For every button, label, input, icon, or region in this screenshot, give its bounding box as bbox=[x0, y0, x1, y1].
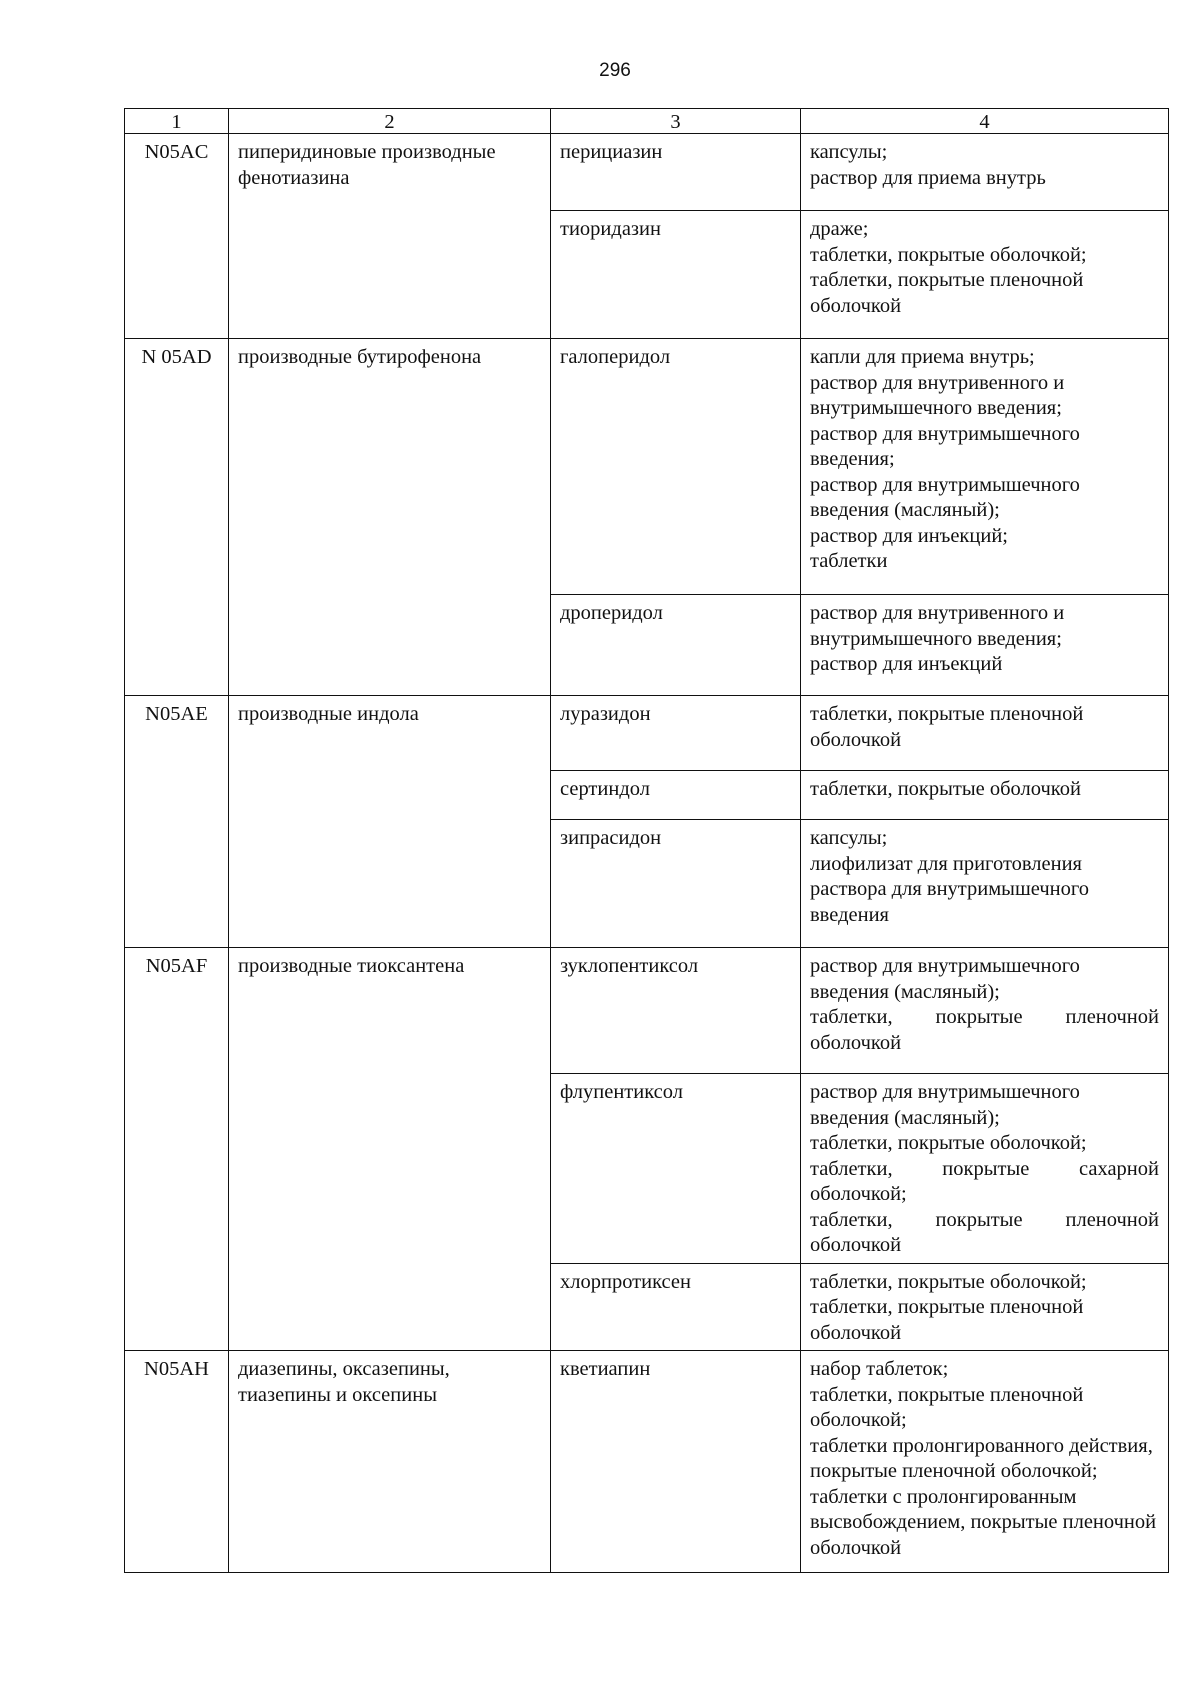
drug-name: дроперидол bbox=[551, 595, 801, 696]
table-row bbox=[125, 134, 1169, 211]
dosage-forms bbox=[801, 595, 1169, 696]
group-name: диазепины, оксазепины, тиазепины и оксепины bbox=[229, 1351, 551, 1573]
dosage-form-line: капли для приема внутрь; bbox=[810, 346, 1035, 368]
drug-name: тиоридазин bbox=[551, 211, 801, 339]
dosage-forms bbox=[801, 820, 1169, 948]
dosage-forms bbox=[801, 771, 1169, 820]
dosage-form-line: драже; bbox=[810, 218, 869, 240]
group-name: производные тиоксантена bbox=[229, 948, 551, 1351]
dosage-form-line: таблетки, покрытые пленочной оболочкой; bbox=[810, 1383, 1084, 1431]
dosage-form-line: раствор для внутримышечного введения (масляный); bbox=[810, 955, 1080, 1003]
dosage-forms bbox=[801, 1351, 1169, 1573]
column-header-4: 4 bbox=[801, 109, 1169, 134]
dosage-form-line: таблетки, покрытые пленочной оболочкой bbox=[810, 1208, 1159, 1256]
page-number: 296 bbox=[599, 60, 631, 81]
table-row bbox=[125, 948, 1169, 1074]
header-row bbox=[125, 109, 1169, 134]
drug-name: сертиндол bbox=[551, 771, 801, 820]
atc-code: N05AF bbox=[125, 948, 229, 1351]
dosage-form-line: раствор для внутривенного и внутримышечного введения; bbox=[810, 371, 1065, 419]
dosage-form-line: таблетки пролонгированного действия, bbox=[810, 1434, 1153, 1457]
drug-name: флупентиксол bbox=[551, 1074, 801, 1264]
dosage-form-line: раствор для внутримышечного введения (масляный); bbox=[810, 473, 1080, 521]
atc-code: N05AH bbox=[125, 1351, 229, 1573]
atc-code: N05AC bbox=[125, 134, 229, 339]
dosage-form-line: набор таблеток; bbox=[810, 1358, 949, 1380]
atc-code: N05AE bbox=[125, 696, 229, 948]
dosage-form-line: таблетки, покрытые пленочной оболочкой bbox=[810, 1296, 1084, 1344]
drug-name: зипрасидон bbox=[551, 820, 801, 948]
dosage-form-line: капсулы; bbox=[810, 141, 888, 163]
dosage-form-line: таблетки, покрытые оболочкой bbox=[810, 778, 1081, 800]
dosage-form-line: раствор для внутримышечного введения; bbox=[810, 422, 1080, 470]
dosage-form-line: раствор для приема внутрь bbox=[810, 166, 1046, 189]
drug-name: луразидон bbox=[551, 696, 801, 771]
dosage-form-line: раствор для внутривенного и внутримышечного введения; bbox=[810, 602, 1065, 650]
dosage-form-line: таблетки, покрытые оболочкой; bbox=[810, 1132, 1087, 1154]
dosage-form-line: капсулы; bbox=[810, 827, 888, 849]
dosage-forms bbox=[801, 948, 1169, 1074]
dosage-form-line: раствор для инъекций; bbox=[810, 524, 1008, 547]
table-row bbox=[125, 1351, 1169, 1573]
dosage-form-line: таблетки, покрытые оболочкой; bbox=[810, 1270, 1087, 1293]
group-name: производные бутирофенона bbox=[229, 339, 551, 696]
dosage-form-line: таблетки с пролонгированным высвобождением, покрытые пленочной оболочкой bbox=[810, 1485, 1157, 1559]
column-header-3: 3 bbox=[551, 109, 801, 134]
table-row bbox=[125, 696, 1169, 771]
atc-code: N 05AD bbox=[125, 339, 229, 696]
dosage-forms bbox=[801, 339, 1169, 595]
drug-name: кветиапин bbox=[551, 1351, 801, 1573]
dosage-form-line: таблетки, покрытые пленочной оболочкой bbox=[810, 1006, 1159, 1054]
medication-table bbox=[124, 108, 1169, 1573]
drug-name: галоперидол bbox=[551, 339, 801, 595]
dosage-form-line: покрытые пленочной оболочкой; bbox=[810, 1460, 1098, 1482]
dosage-form-line: лиофилизат для приготовления раствора для внутримышечного введения bbox=[810, 852, 1090, 926]
dosage-form-line: таблетки, покрытые оболочкой; bbox=[810, 243, 1087, 266]
dosage-form-line: таблетки, покрытые пленочной оболочкой bbox=[810, 703, 1084, 751]
table-row bbox=[125, 339, 1169, 595]
dosage-form-line: раствор для инъекций bbox=[810, 653, 1003, 675]
dosage-form-line: таблетки, покрытые сахарной оболочкой; bbox=[810, 1157, 1159, 1205]
drug-name: хлорпротиксен bbox=[551, 1263, 801, 1351]
group-name: пиперидиновые производные фенотиазина bbox=[229, 134, 551, 339]
dosage-form-line: таблетки, покрытые пленочной оболочкой bbox=[810, 269, 1084, 317]
dosage-form-line: раствор для внутримышечного введения (масляный); bbox=[810, 1081, 1080, 1129]
column-header-1: 1 bbox=[125, 109, 229, 134]
drug-name: перициазин bbox=[551, 134, 801, 211]
column-header-2: 2 bbox=[229, 109, 551, 134]
dosage-forms bbox=[801, 1263, 1169, 1351]
dosage-forms bbox=[801, 134, 1169, 211]
dosage-forms bbox=[801, 696, 1169, 771]
dosage-forms bbox=[801, 1074, 1169, 1264]
drug-name: зуклопентиксол bbox=[551, 948, 801, 1074]
dosage-form-line: таблетки bbox=[810, 550, 888, 572]
group-name: производные индола bbox=[229, 696, 551, 948]
dosage-forms bbox=[801, 211, 1169, 339]
